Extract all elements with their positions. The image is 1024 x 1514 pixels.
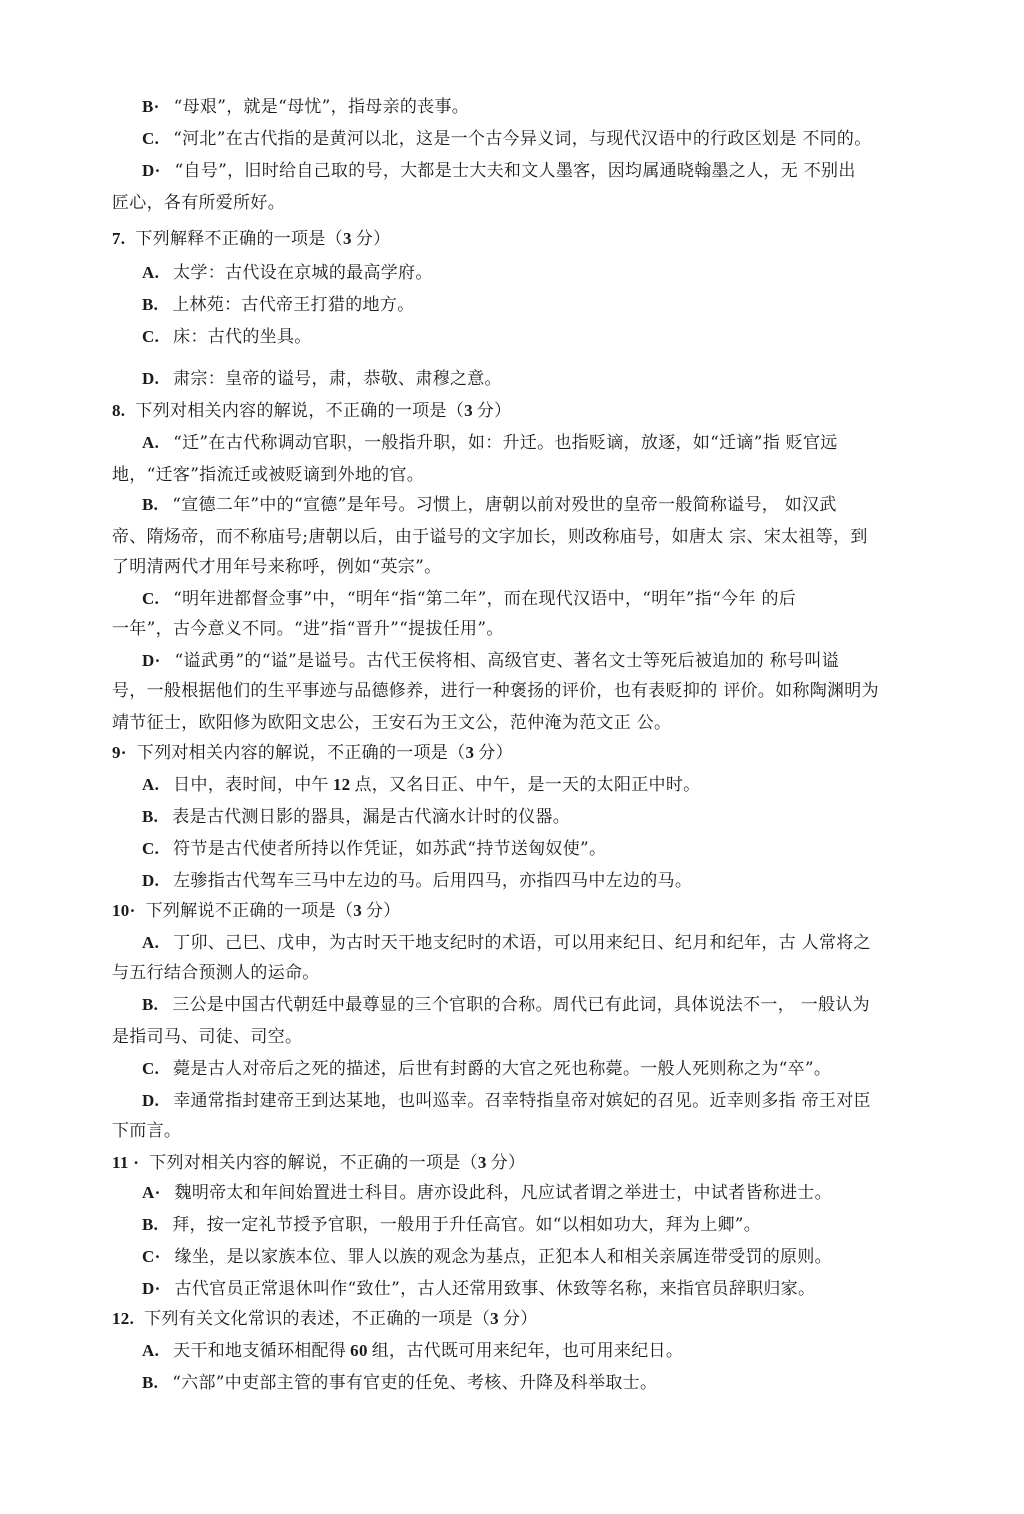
line-text: 是指司马、司徒、司空。	[112, 1027, 303, 1047]
option-line	[142, 870, 692, 892]
option-label: B.	[142, 1215, 159, 1234]
line-text: 下列对相关内容的解说，不正确的一项是（	[149, 1153, 478, 1173]
option-label: B.	[142, 807, 159, 826]
line-text: 下而言。	[112, 1121, 182, 1141]
line-text: 号，一般根据他们的生平事迹与品德修养，进行一种褒扬的评价，也有表贬抑的 评价。如称陶渊明为	[112, 681, 879, 701]
option-line	[142, 838, 606, 860]
option-line	[142, 1246, 832, 1268]
text-line	[112, 962, 320, 984]
line-text: 帝、隋炀帝，而不称庙号;唐朝以后，由于谥号的文字加长，则改称庙号，如唐太 宗、宋太祖等，到	[112, 527, 868, 547]
option-label: A.	[142, 433, 160, 452]
option-line	[142, 1090, 871, 1112]
line-text: 薨是古人对帝后之死的描述，后世有封爵的大官之死也称薨。一般人死则称之为“卒”。	[173, 1059, 832, 1079]
line-text: 幸通常指封建帝王到达某地，也叫巡幸。召幸特指皇帝对嫔妃的召见。近幸则多指 帝王对臣	[173, 1091, 871, 1111]
score-unit: 分）	[355, 229, 391, 249]
option-line	[142, 326, 312, 348]
score-value: 3	[342, 229, 352, 248]
line-text: 表是古代测日影的器具，漏是古代滴水计时的仪器。	[172, 807, 571, 827]
line-text: 丁卯、己巳、戊申，为古时天干地支纪时的术语，可以用来纪日、纪月和纪年，古 人常将之	[173, 933, 871, 953]
line-text: “河北”在古代指的是黄河以北，这是一个古今异义词，与现代汉语中的行政区划是 不同的。	[173, 129, 872, 149]
text-line	[112, 556, 441, 578]
option-line	[142, 494, 837, 516]
question-line	[112, 742, 513, 764]
option-label: B.	[142, 1373, 159, 1392]
line-text: 三公是中国古代朝廷中最尊显的三个官职的合称。周代已有此词，具体说法不一， 一般认为	[172, 995, 870, 1015]
line-text: 左骖指古代驾车三马中左边的马。后用四马，亦指四马中左边的马。	[173, 871, 693, 891]
option-line	[142, 1058, 831, 1080]
score-value: 3	[464, 401, 473, 420]
line-text: 肃宗：皇帝的谥号，肃，恭敬、肃穆之意。	[173, 369, 502, 389]
option-line	[142, 368, 502, 390]
option-label: A.	[142, 775, 160, 794]
option-line	[142, 128, 872, 150]
option-label: C.	[142, 839, 160, 858]
option-line	[142, 294, 414, 316]
option-label: B.	[142, 995, 159, 1014]
line-text: 古代官员正常退休叫作“致仕”，古人还常用致事、休致等名称，来指官员辞职归家。	[174, 1279, 816, 1299]
line-text-continued: 点，又名日正、中午，是一天的太阳正中时。	[354, 775, 701, 795]
question-number: 10·	[112, 901, 136, 920]
line-text: “谥武勇”的“谥”是谥号。古代王侯将相、高级官吏、著名文士等死后被追加的 称号叫谥	[174, 651, 840, 671]
line-text: 下列有关文化常识的表述，不正确的一项是（	[144, 1309, 491, 1329]
option-label: D·	[142, 1279, 161, 1298]
line-text: 日中，表时间，中午	[173, 775, 329, 795]
option-label: A.	[142, 1341, 160, 1360]
option-label: C.	[142, 129, 160, 148]
text-line	[112, 712, 671, 734]
question-line	[112, 1152, 525, 1174]
option-label: D·	[142, 651, 161, 670]
score-value: 3	[353, 901, 362, 920]
line-text: 匠心，各有所爱所好。	[112, 193, 285, 213]
line-text: “迁”在古代称调动官职，一般指升职，如：升迁。也指贬谪，放逐，如“迁谪”指 贬官远	[173, 433, 838, 453]
option-line	[142, 932, 871, 954]
option-line	[142, 262, 433, 284]
option-label: A·	[142, 1183, 161, 1202]
option-label: C.	[142, 1059, 160, 1078]
question-line	[112, 400, 511, 422]
option-label: A.	[142, 933, 160, 952]
option-line	[142, 806, 570, 828]
question-number: 9·	[112, 743, 127, 762]
line-text: 地，“迁客”指流迁或被贬谪到外地的官。	[112, 465, 425, 485]
question-number: 8.	[112, 401, 126, 420]
line-text: 上林苑：古代帝王打猎的地方。	[172, 295, 415, 315]
score-unit: 分）	[366, 901, 401, 921]
text-line	[112, 680, 879, 702]
question-line	[112, 228, 390, 250]
line-text: “明年进都督佥事”中，“明年“指“第二年”，而在现代汉语中，“明年”指“今年 的后	[173, 589, 797, 609]
option-line	[142, 1340, 683, 1362]
text-line	[112, 1120, 181, 1142]
score-unit: 分）	[502, 1309, 538, 1329]
line-text: 下列对相关内容的解说，不正确的一项是（	[135, 401, 465, 421]
score-unit: 分）	[476, 401, 512, 421]
option-line	[142, 160, 856, 182]
line-text: 靖节征士，欧阳修为欧阳文忠公，王安石为王文公，范仲淹为范文正 公。	[112, 713, 672, 733]
question-line	[112, 900, 401, 922]
option-label: D.	[142, 1091, 160, 1110]
option-label: C.	[142, 589, 160, 608]
question-number: 11 ·	[112, 1153, 140, 1172]
option-line	[142, 1214, 761, 1236]
text-line	[112, 1026, 302, 1048]
score-value: 3	[477, 1153, 487, 1172]
line-text: “自号”，旧时给自己取的号，大都是士大夫和文人墨客，因均属通晓翰墨之人，无 不别出	[174, 161, 856, 181]
line-text: 下列解说不正确的一项是（	[145, 901, 354, 921]
option-label: C.	[142, 327, 160, 346]
option-line	[142, 774, 700, 796]
option-label: D·	[142, 161, 161, 180]
text-line	[112, 464, 424, 486]
option-line	[142, 994, 870, 1016]
bold-number: 60	[350, 1341, 368, 1360]
line-text: “宣德二年”中的“宣德”是年号。习惯上，唐朝以前对殁世的皇帝一般简称谥号， 如汉武	[172, 495, 837, 515]
line-text: 魏明帝太和年间始置进士科目。唐亦设此科，凡应试者谓之举进士，中试者皆称进士。	[174, 1183, 832, 1203]
text-line	[112, 192, 285, 214]
line-text-continued: 组，古代既可用来纪年，也可用来纪日。	[371, 1341, 684, 1361]
question-line	[112, 1308, 538, 1330]
question-number: 7.	[112, 229, 126, 248]
option-label: B·	[142, 97, 160, 116]
score-unit: 分）	[478, 743, 513, 763]
text-line	[112, 618, 504, 640]
option-label: C·	[142, 1247, 161, 1266]
option-line	[142, 432, 838, 454]
option-line	[142, 588, 796, 610]
option-line	[142, 650, 839, 672]
score-value: 3	[465, 743, 475, 762]
question-number: 12.	[112, 1309, 135, 1328]
line-text: 下列解释不正确的一项是（	[135, 229, 343, 249]
line-text: 与五行结合预测人的运命。	[112, 963, 320, 983]
bold-number: 12	[332, 775, 351, 794]
option-line	[142, 1372, 657, 1394]
line-text: 缘坐，是以家族本位、罪人以族的观念为基点，正犯本人和相关亲属连带受罚的原则。	[174, 1247, 832, 1267]
line-text: 下列对相关内容的解说，不正确的一项是（	[136, 743, 466, 763]
line-text: 拜，按一定礼节授予官职，一般用于升任高官。如“以相如功大，拜为上卿”。	[172, 1215, 762, 1235]
option-line	[142, 1182, 832, 1204]
option-line	[142, 96, 469, 118]
option-label: D.	[142, 871, 160, 890]
line-text: 一年”，古今意义不同。“进”指“晋升”“提拔任用”。	[112, 619, 504, 639]
option-line	[142, 1278, 815, 1300]
line-text: 符节是古代使者所持以作凭证，如苏武“持节送匈奴使”。	[173, 839, 607, 859]
line-text: 了明清两代才用年号来称呼，例如“英宗”。	[112, 557, 442, 577]
line-text: 天干和地支循环相配得	[173, 1341, 347, 1361]
text-line	[112, 526, 868, 548]
score-unit: 分）	[490, 1153, 526, 1173]
option-label: D.	[142, 369, 160, 388]
line-text: 太学：古代设在京城的最高学府。	[173, 263, 433, 283]
score-value: 3	[490, 1309, 499, 1328]
option-label: B.	[142, 495, 159, 514]
option-label: B.	[142, 295, 159, 314]
line-text: “六部”中吏部主管的事有官吏的任免、考核、升降及科举取士。	[172, 1373, 658, 1393]
option-label: A.	[142, 263, 160, 282]
line-text: “母艰”，就是“母忧”，指母亲的丧事。	[173, 97, 470, 117]
line-text: 床：古代的坐具。	[173, 327, 312, 347]
